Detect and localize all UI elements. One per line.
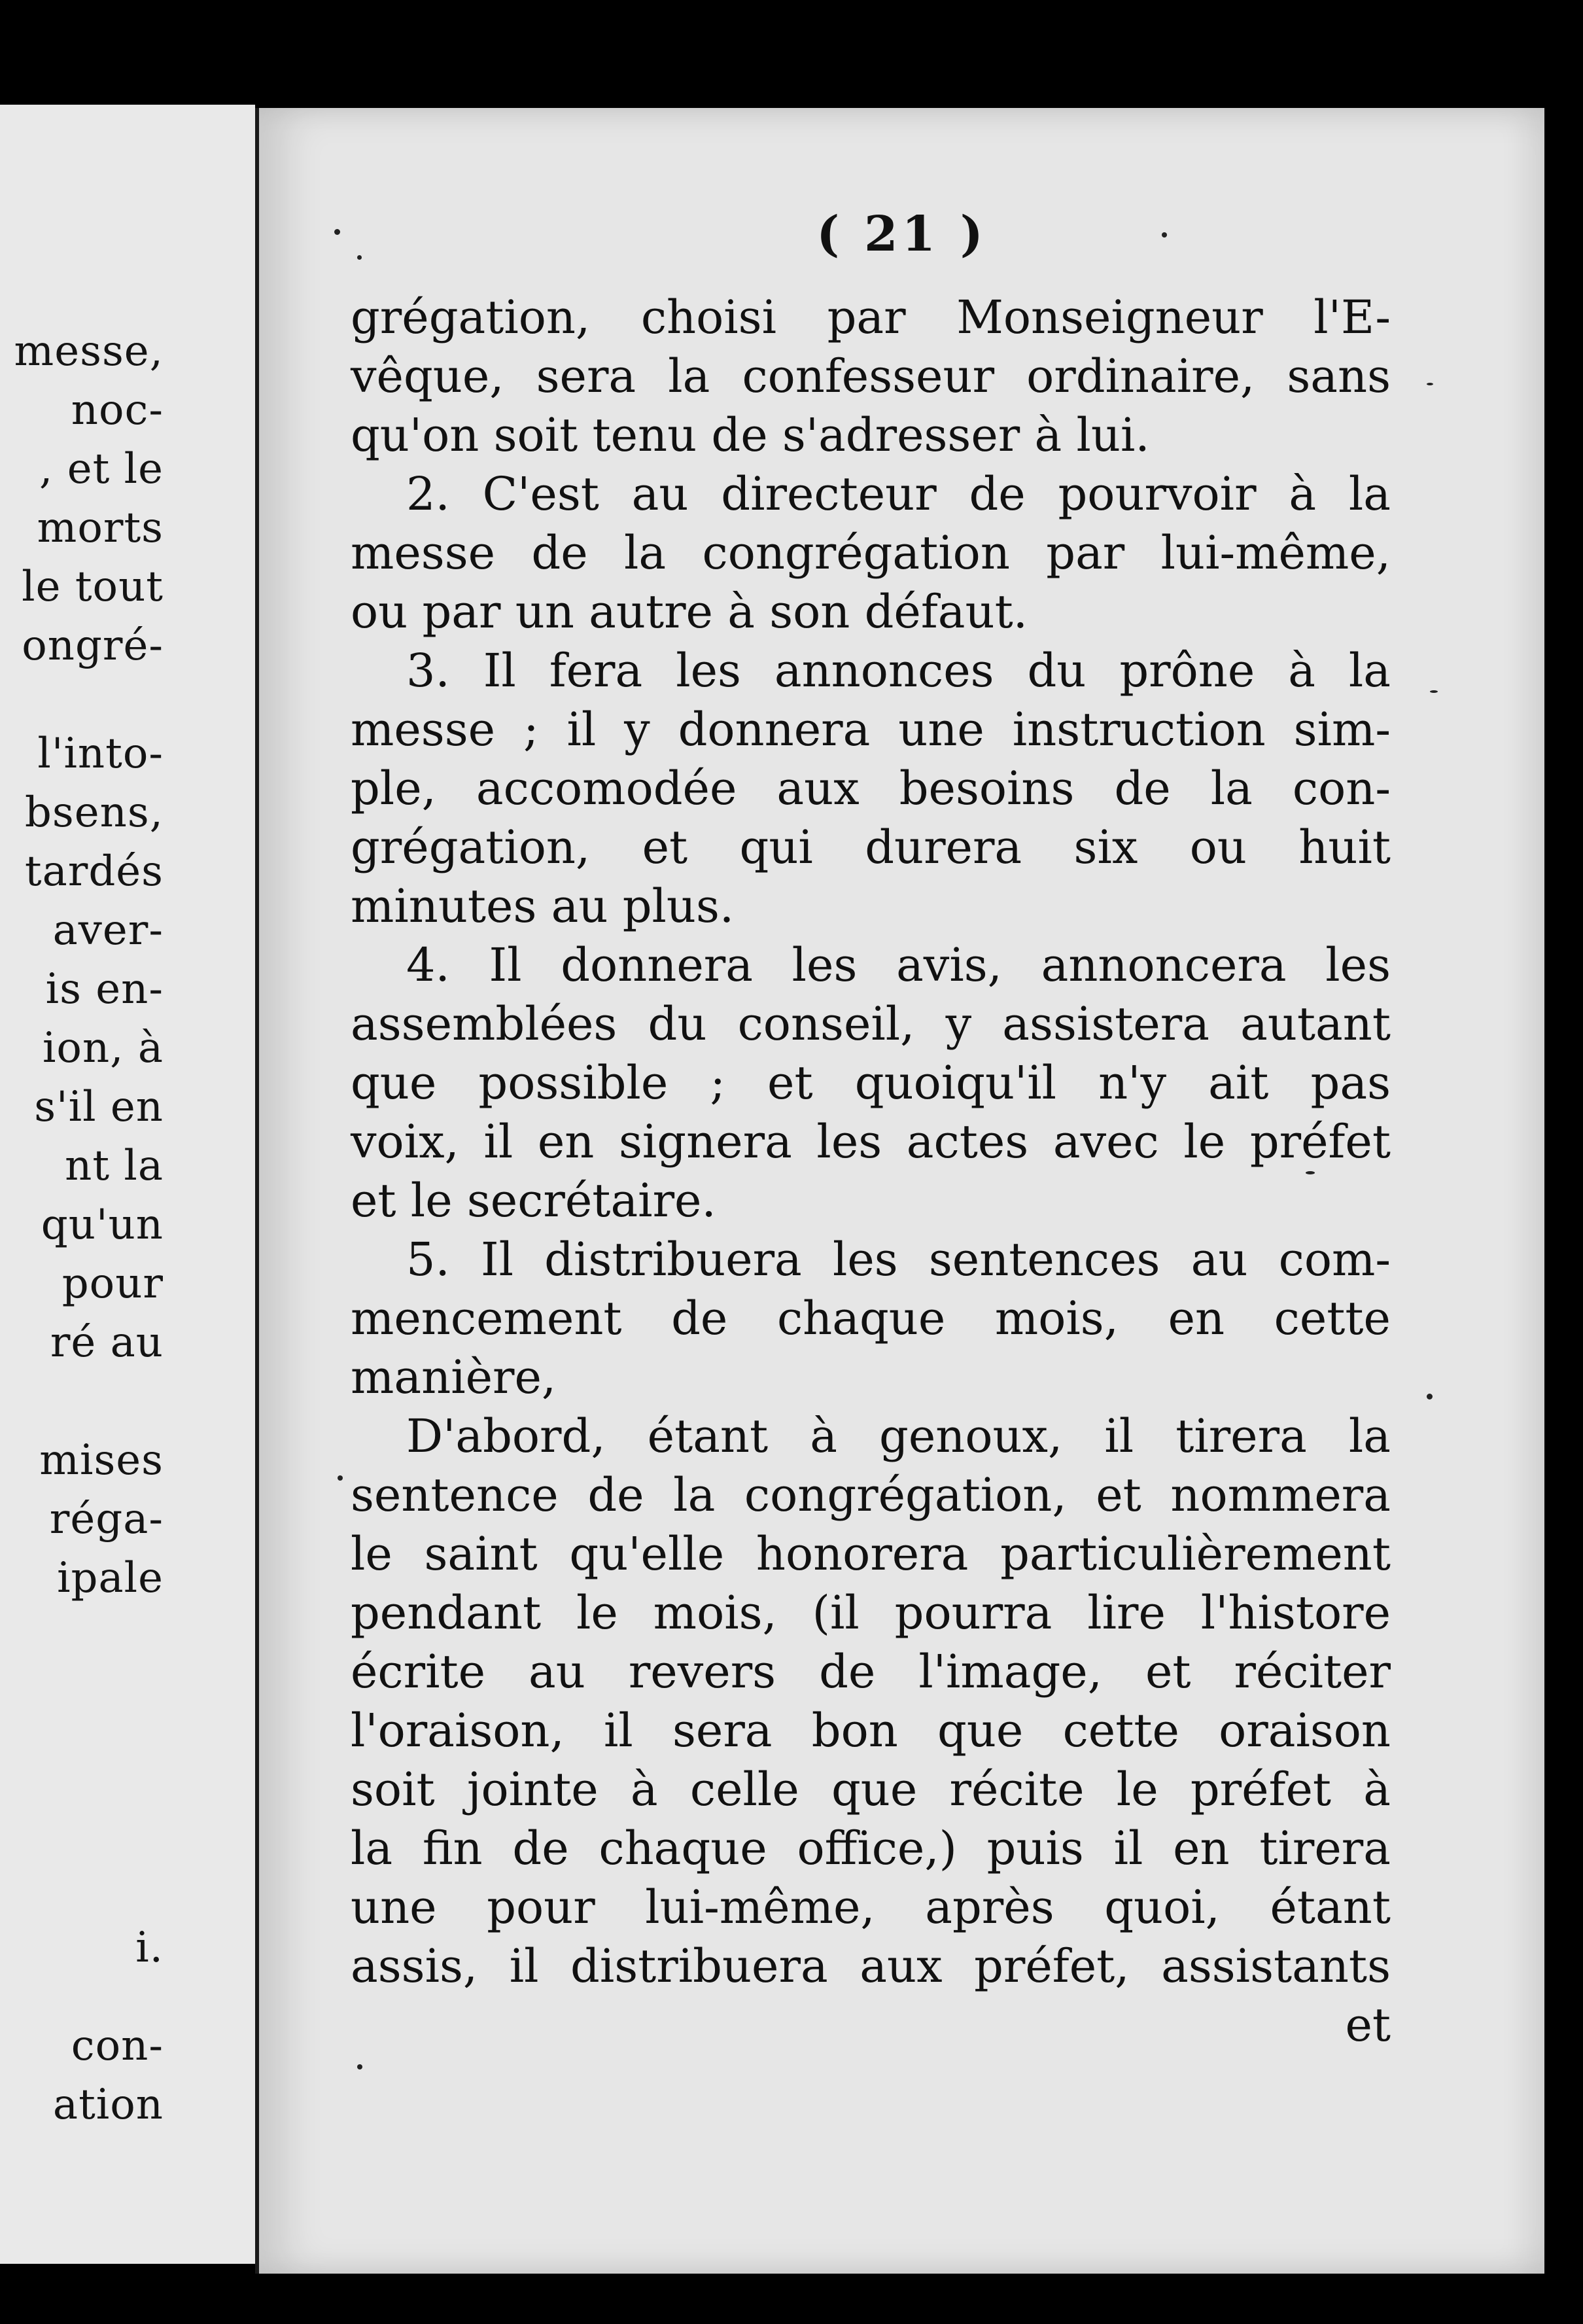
text-line: assis, il distribuera aux préfet, assistants	[351, 1939, 1391, 1993]
text-line: et le secrétaire.	[351, 1174, 716, 1227]
catchword: et	[1345, 1998, 1391, 2052]
ink-speck	[338, 1475, 343, 1481]
text-line: le saint qu'elle honorera particulièrement	[351, 1527, 1391, 1581]
left-line: ipale	[57, 1554, 164, 1602]
text-line: que possible ; et quoiqu'il n'y ait pas	[351, 1056, 1391, 1110]
text-line: 4. Il donnera les avis, annoncera les	[406, 938, 1391, 992]
ink-speck	[357, 2064, 362, 2069]
left-line: l'into-	[37, 730, 164, 778]
left-line: ion, à	[42, 1024, 164, 1072]
ink-speck	[334, 229, 340, 235]
left-line: bsens,	[24, 788, 164, 837]
text-line: grégation, et qui durera six ou huit	[351, 820, 1391, 874]
left-line: s'il en	[34, 1083, 164, 1131]
text-line: 2. C'est au directeur de pourvoir à la	[406, 467, 1391, 521]
left-line: nt la	[65, 1142, 164, 1190]
text-line: mencement de chaque mois, en cette	[351, 1292, 1391, 1345]
ink-speck	[1162, 232, 1167, 238]
text-line: la fin de chaque office,) puis il en tirera	[351, 1822, 1391, 1875]
text-line: 3. Il fera les annonces du prône à la	[406, 644, 1391, 697]
left-line: morts	[37, 504, 164, 552]
text-line: 5. Il distribuera les sentences au com-	[406, 1233, 1391, 1286]
left-line: mises	[39, 1436, 164, 1485]
text-line: grégation, choisi par Monseigneur l'E-	[351, 290, 1391, 344]
left-line: , et le	[39, 445, 164, 493]
left-line: noc-	[71, 386, 164, 434]
left-line: con-	[71, 2022, 164, 2070]
left-line: réga-	[49, 1495, 164, 1543]
text-line: D'abord, étant à genoux, il tirera la	[406, 1409, 1391, 1463]
text-line: écrite au revers de l'image, et réciter	[351, 1645, 1391, 1699]
left-line: aver-	[52, 906, 164, 955]
text-line: manière,	[351, 1350, 557, 1404]
ink-speck	[1306, 1171, 1315, 1174]
text-line: messe ; il y donnera une instruction sim-	[351, 703, 1391, 756]
ink-speck	[357, 255, 362, 260]
text-line: ou par un autre à son défaut.	[351, 585, 1028, 639]
text-line: pendant le mois, (il pourra lire l'histore	[351, 1586, 1391, 1640]
text-line: minutes au plus.	[351, 879, 735, 933]
text-line: l'oraison, il sera bon que cette oraison	[351, 1704, 1391, 1757]
left-line: qu'un	[41, 1201, 164, 1249]
text-line: sentence de la congrégation, et nommera	[351, 1468, 1391, 1522]
text-line: soit jointe à celle que récite le préfet à	[351, 1763, 1391, 1816]
page-number-header: ( 21 )	[816, 206, 987, 262]
ink-speck	[1427, 383, 1433, 385]
ink-speck	[1427, 1394, 1433, 1400]
left-line: pour	[61, 1259, 164, 1308]
previous-page-fragment	[0, 105, 255, 2264]
text-line: vêque, sera la confesseur ordinaire, sans	[351, 349, 1391, 403]
left-line: tardés	[24, 847, 164, 896]
left-line: ation	[52, 2081, 164, 2129]
left-line: ongré-	[22, 622, 164, 670]
left-line: ré au	[50, 1318, 164, 1367]
text-line: une pour lui-même, après quoi, étant	[351, 1880, 1391, 1934]
text-line: qu'on soit tenu de s'adresser à lui.	[351, 408, 1150, 462]
left-line: i.	[135, 1924, 164, 1972]
text-line: ple, accomodée aux besoins de la con-	[351, 762, 1391, 815]
left-line: messe,	[14, 327, 164, 376]
text-line: assemblées du conseil, y assistera autant	[351, 997, 1391, 1051]
book-page	[255, 108, 1544, 2274]
left-line: le tout	[22, 563, 164, 611]
text-line: messe de la congrégation par lui-même,	[351, 526, 1391, 580]
text-line: voix, il en signera les actes avec le préfet	[351, 1115, 1391, 1169]
ink-speck	[1430, 690, 1438, 693]
left-line: is en-	[45, 965, 164, 1013]
